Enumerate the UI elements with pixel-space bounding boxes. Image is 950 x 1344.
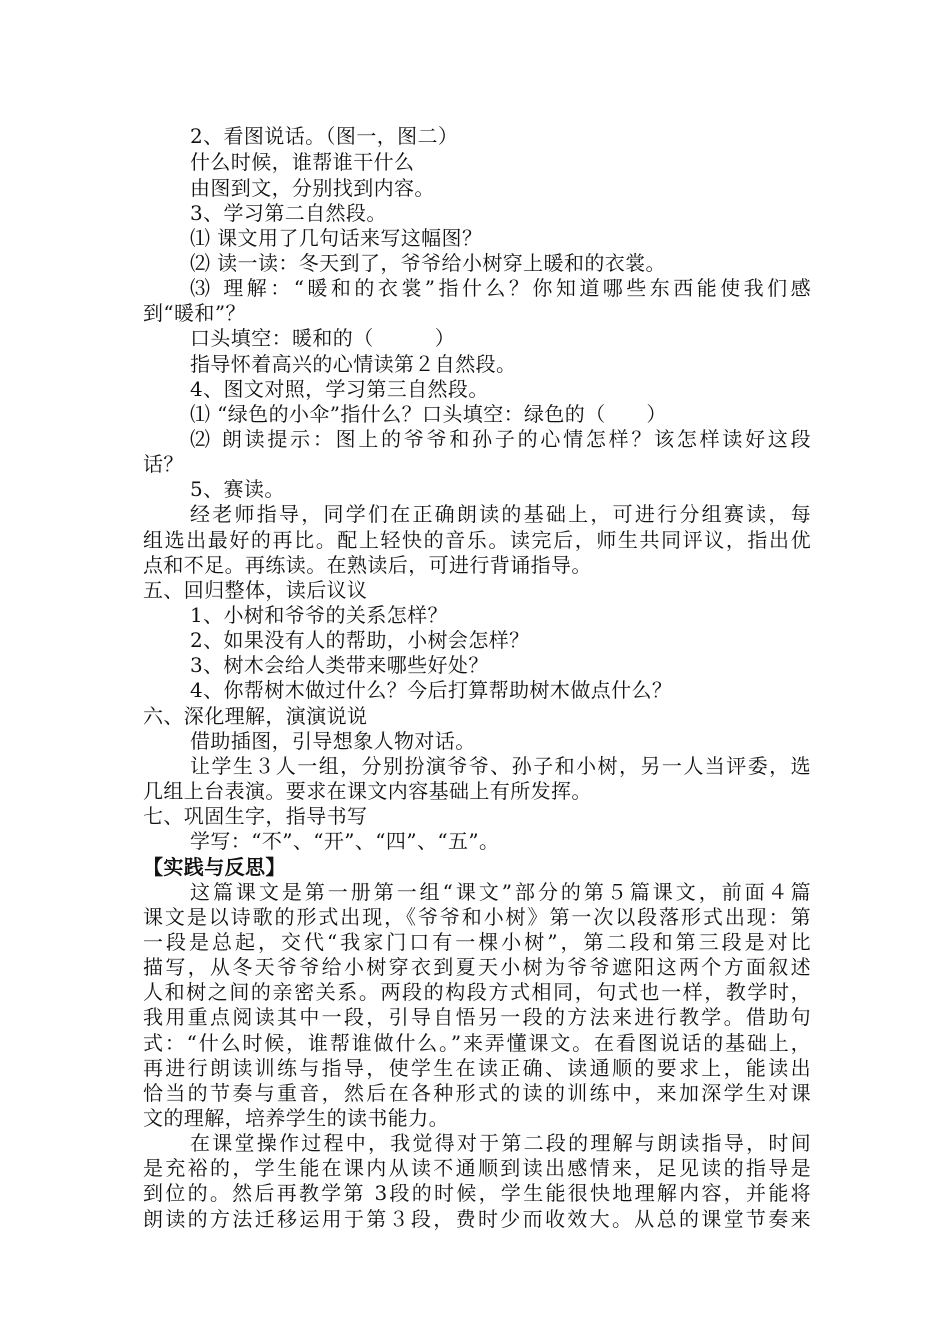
text-line: ⑴ 课文用了几句话来写这幅图？ [190,226,483,250]
text-line: 课文是以诗歌的形式出现，《爷爷和小树》第一次以段落形式出现：第 [143,905,811,929]
text-line: 我用重点阅读其中一段，引导自悟另一段的方法来进行教学。借助句 [143,1005,811,1029]
section-heading: 五、回归整体，读后议议 [143,578,368,602]
text-line: 口头填空：暖和的（ ） [190,326,456,350]
text-line: 式：“什么时候，谁帮谁做什么。”来弄懂课文。在看图说话的基础上， [143,1031,811,1055]
text-line: 4、你帮树木做过什么？今后打算帮助树木做点什么？ [190,678,673,702]
text-line: 经老师指导，同学们在正确朗读的基础上，可进行分组赛读，每 [190,502,811,526]
section-heading-bold: 【实践与反思】 [143,855,286,879]
text-line: 让学生３人一组，分别扮演爷爷、孙子和小树，另一人当评委，选 [190,754,811,778]
text-line: 什么时候，谁帮谁干什么 [190,150,415,174]
text-line: 朗读的方法迁移运用于第３段，费时少而收效大。从总的课堂节奏来 [143,1207,811,1231]
text-line: ⑵ 朗读提示：图上的爷爷和孙子的心情怎样？该怎样读好这段 [190,427,811,451]
text-line: ⑵ 读一读：冬天到了，爷爷给小树穿上暖和的衣裳。 [190,251,666,275]
text-line: 在课堂操作过程中，我觉得对于第二段的理解与朗读指导，时间 [190,1131,811,1155]
text-line: 到位的。然后再教学第 3段的时候，学生能很快地理解内容，并能将 [143,1181,811,1205]
section-heading: 七、巩固生字，指导书写 [143,804,368,828]
text-line: 描写，从冬天爷爷给小树穿衣到夏天小树为爷爷遮阳这两个方面叙述 [143,955,811,979]
text-line: 2、如果没有人的帮助，小树会怎样？ [190,628,530,652]
text-line: 一段是总起，交代“我家门口有一棵小树”，第二段和第三段是对比 [143,930,811,954]
text-line: 组选出最好的再比。配上轻快的音乐。读完后，师生共同评议，指出优 [143,528,811,552]
text-line: 到“暖和”？ [143,301,246,325]
text-line: 话？ [143,452,184,476]
text-line: 由图到文，分别找到内容。 [190,176,435,200]
text-line: 恰当的节奏与重音，然后在各种形式的读的训练中，来加深学生对课 [143,1081,811,1105]
text-line: 1、小树和爷爷的关系怎样？ [190,603,448,627]
text-line: 指导怀着高兴的心情读第２自然段。 [190,352,517,376]
section-heading: 六、深化理解，演演说说 [143,704,368,728]
text-line: 2、看图说话。（图一，图二） [190,124,459,148]
text-line: 是充裕的，学生能在课内从读不通顺到读出感情来，足见读的指导是 [143,1156,811,1180]
text-line: ⑴ “绿色的小伞”指什么？口头填空：绿色的（ ） [190,402,667,426]
text-line: 点和不足。再练读。在熟读后，可进行背诵指导。 [143,553,592,577]
text-line: 3、学习第二自然段。 [190,201,387,225]
text-line: 再进行朗读训练与指导，使学生在读正确、读通顺的要求上，能读出 [143,1056,811,1080]
text-line: 人和树之间的亲密关系。两段的构段方式相同，句式也一样，教学时， [143,980,811,1004]
text-line: ⑶ 理解：“暖和的衣裳”指什么？你知道哪些东西能使我们感 [190,276,811,300]
text-line: 这篇课文是第一册第一组“课文”部分的第５篇课文，前面４篇 [190,880,811,904]
text-line: 3、树木会给人类带来哪些好处？ [190,653,489,677]
text-line: 学写：“不”、“开”、“四”、“五”。 [190,829,500,853]
text-line: 文的理解，培养学生的读书能力。 [143,1106,449,1130]
text-line: 4、图文对照，学习第三自然段。 [190,377,489,401]
text-line: 借助插图，引导想象人物对话。 [190,729,476,753]
text-line: 5、赛读。 [190,477,285,501]
text-line: 几组上台表演。要求在课文内容基础上有所发挥。 [143,779,592,803]
